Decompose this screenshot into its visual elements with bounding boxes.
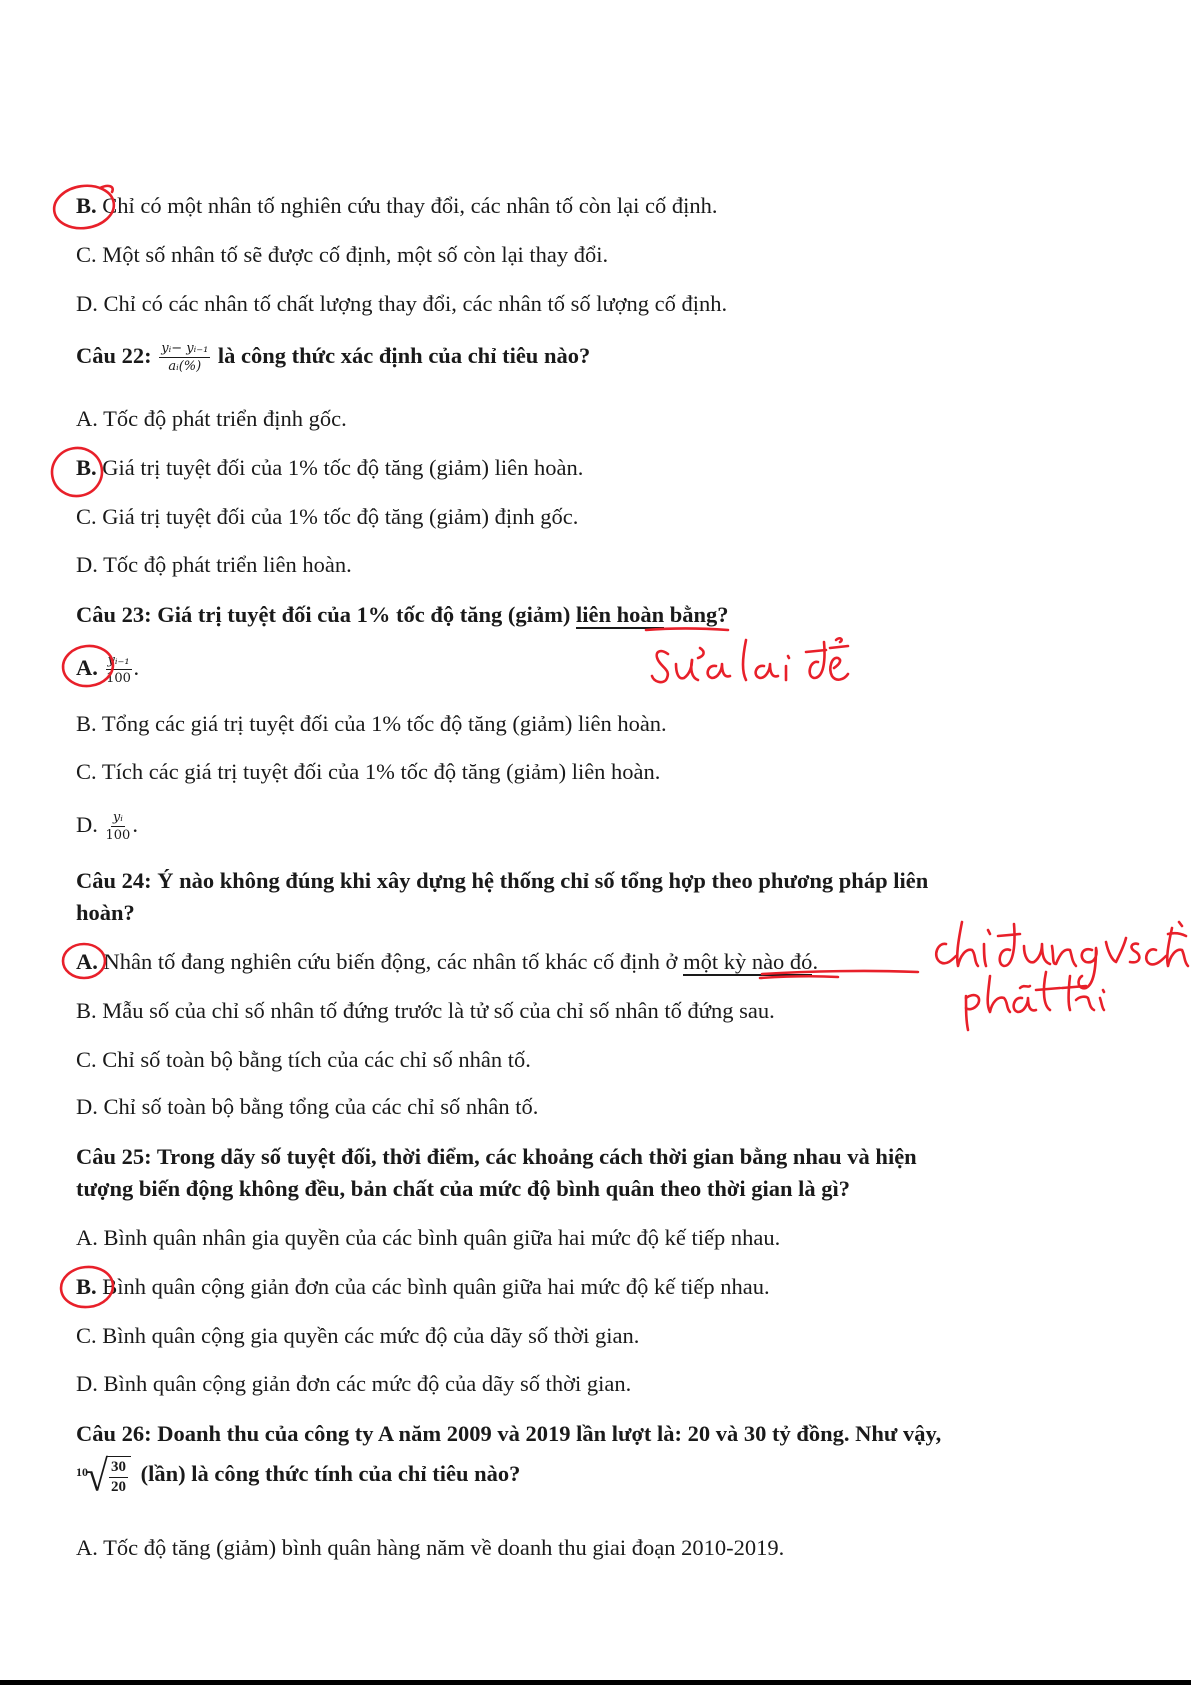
question-text: tượng biến động không đều, bản chất của mức độ bình quân theo thời gian là gì? [76, 1176, 851, 1201]
q25-question-line1 [76, 1143, 917, 1171]
q24-question-line1 [76, 867, 928, 895]
q23-option-b [76, 710, 667, 738]
option-label: D. [76, 812, 98, 837]
root-index: 10 [76, 1465, 88, 1479]
option-end: . [812, 949, 819, 974]
bottom-scan-edge [0, 1680, 1191, 1685]
q24-option-c [76, 1046, 531, 1074]
q22-option-a [76, 405, 347, 433]
option-text: Chỉ có các nhân tố chất lượng thay đổi, các nhân tố số lượng cố định. [103, 291, 728, 316]
q23-question [76, 601, 729, 629]
q24-option-d [76, 1093, 538, 1121]
underlined-phrase: một kỳ nào đó [683, 949, 813, 974]
question-text: Câu 26: Doanh thu của công ty A năm 2009 và 2019 lần lượt là: 20 và 30 tỷ đồng. Như vậy, [76, 1421, 942, 1446]
q22-option-b [76, 454, 583, 482]
option-text: Một số nhân tố sẽ được cố định, một số còn lại thay đổi. [102, 242, 609, 267]
q25-option-c [76, 1322, 639, 1350]
q21-option-c [76, 241, 608, 269]
option-text: Tích các giá trị tuyệt đối của 1% tốc độ tăng (giảm) liên hoàn. [101, 759, 661, 784]
underlined-term: liên hoàn [575, 602, 665, 627]
fraction-denominator: 100 [106, 671, 131, 687]
option-text: Bình quân cộng gia quyền các mức độ của dãy số thời gian. [102, 1323, 640, 1348]
q21-option-b [76, 192, 717, 220]
question-text: là công thức xác định của chỉ tiêu nào? [217, 343, 591, 368]
question-text: hoàn? [76, 900, 135, 925]
fraction-numerator: yᵢ [112, 810, 123, 826]
handwritten-note-q23 [652, 638, 848, 682]
question-text-end: bằng? [669, 602, 729, 627]
option-label: B. [76, 193, 97, 218]
option-label: D. [76, 1371, 98, 1396]
option-text: Giá trị tuyệt đối của 1% tốc độ tăng (giảm) định gốc. [102, 504, 579, 529]
q22-option-d [76, 551, 352, 579]
handwritten-note-q24 [936, 922, 1188, 1030]
option-label: C. [76, 759, 97, 784]
q24-question-line2 [76, 899, 135, 927]
option-text: Giá trị tuyệt đối của 1% tốc độ tăng (giảm) liên hoàn. [102, 455, 584, 480]
q22-question [76, 342, 590, 373]
option-end: . [132, 812, 138, 837]
question-text: Câu 23: Giá trị tuyệt đối của 1% tốc độ tăng (giảm) [76, 602, 571, 627]
option-label: B. [76, 711, 97, 736]
option-label: C. [76, 1047, 97, 1072]
option-text: Bình quân nhân gia quyền của các bình quân giữa hai mức độ kế tiếp nhau. [103, 1225, 781, 1250]
option-text: Tốc độ tăng (giảm) bình quân hàng năm về doanh thu giai đoạn 2010-2019. [103, 1535, 785, 1560]
q26-question-line1 [76, 1420, 941, 1448]
fraction-denominator: 100 [105, 828, 131, 844]
option-label: D. [76, 291, 98, 316]
q25-option-d [76, 1370, 631, 1398]
option-label: C. [76, 242, 97, 267]
option-label: A. [76, 655, 98, 680]
option-label: A. [76, 1225, 98, 1250]
option-text: Tốc độ phát triển liên hoàn. [103, 552, 352, 577]
q25-option-a [76, 1224, 780, 1252]
formula-numerator: yᵢ− yᵢ₋₁ [161, 341, 209, 357]
option-label: C. [76, 1323, 97, 1348]
q23-option-c [76, 758, 660, 786]
option-fraction [106, 654, 132, 685]
option-label: C. [76, 504, 97, 529]
q22-option-c [76, 503, 578, 531]
fraction-numerator: yᵢ₋₁ [107, 653, 130, 669]
option-text: Tổng các giá trị tuyệt đối của 1% tốc độ tăng (giảm) liên hoàn. [101, 711, 667, 736]
option-text: Bình quân cộng giản đơn các mức độ của dãy số thời gian. [103, 1371, 632, 1396]
q26-question-line2 [76, 1450, 521, 1501]
question-number: Câu 22: [76, 343, 152, 368]
q25-option-b [76, 1273, 770, 1301]
q24-option-b [76, 997, 775, 1025]
formula-fraction [159, 342, 210, 373]
q23-option-a [76, 654, 139, 685]
q24-option-a [76, 948, 818, 976]
root-numerator: 30 [109, 1459, 128, 1478]
option-text: Bình quân cộng giản đơn của các bình quân giữa hai mức độ kế tiếp nhau. [102, 1274, 770, 1299]
nth-root-formula [76, 1450, 131, 1501]
q26-option-a [76, 1534, 784, 1562]
formula-denominator: aᵢ(%) [168, 359, 202, 375]
option-text: Chỉ số toàn bộ bằng tổng của các chỉ số nhân tố. [103, 1094, 539, 1119]
q25-question-line2 [76, 1175, 850, 1203]
q23-option-d [76, 811, 138, 842]
option-label: A. [76, 406, 98, 431]
option-text: Mẫu số của chỉ số nhân tố đứng trước là tử số của chỉ số nhân tố đứng sau. [102, 998, 775, 1023]
root-fraction [106, 1456, 131, 1496]
option-label: D. [76, 552, 98, 577]
radical-sign-icon: √ [86, 1450, 108, 1501]
option-text: Tốc độ phát triển định gốc. [103, 406, 347, 431]
option-text: Nhân tố đang nghiên cứu biến động, các nhân tố khác cố định ở [103, 949, 678, 974]
option-label: D. [76, 1094, 98, 1119]
option-fraction [106, 811, 131, 842]
option-label: B. [76, 1274, 97, 1299]
question-text: Câu 25: Trong dãy số tuyệt đối, thời điểm, các khoảng cách thời gian bằng nhau và hiện [76, 1144, 917, 1169]
option-label: A. [76, 949, 98, 974]
option-label: B. [76, 998, 97, 1023]
question-text: (lần) là công thức tính của chỉ tiêu nào? [140, 1461, 521, 1487]
option-end: . [133, 655, 140, 680]
option-text: Chỉ có một nhân tố nghiên cứu thay đổi, các nhân tố còn lại cố định. [102, 193, 718, 218]
q21-option-d [76, 290, 727, 318]
question-text: Câu 24: Ý nào không đúng khi xây dựng hệ thống chỉ số tổng hợp theo phương pháp liên [76, 868, 929, 893]
option-label: B. [76, 455, 97, 480]
root-denominator: 20 [110, 1479, 126, 1495]
option-label: A. [76, 1535, 98, 1560]
option-text: Chỉ số toàn bộ bằng tích của các chỉ số nhân tố. [102, 1047, 531, 1072]
ink-underline-q24-lead [760, 976, 838, 978]
